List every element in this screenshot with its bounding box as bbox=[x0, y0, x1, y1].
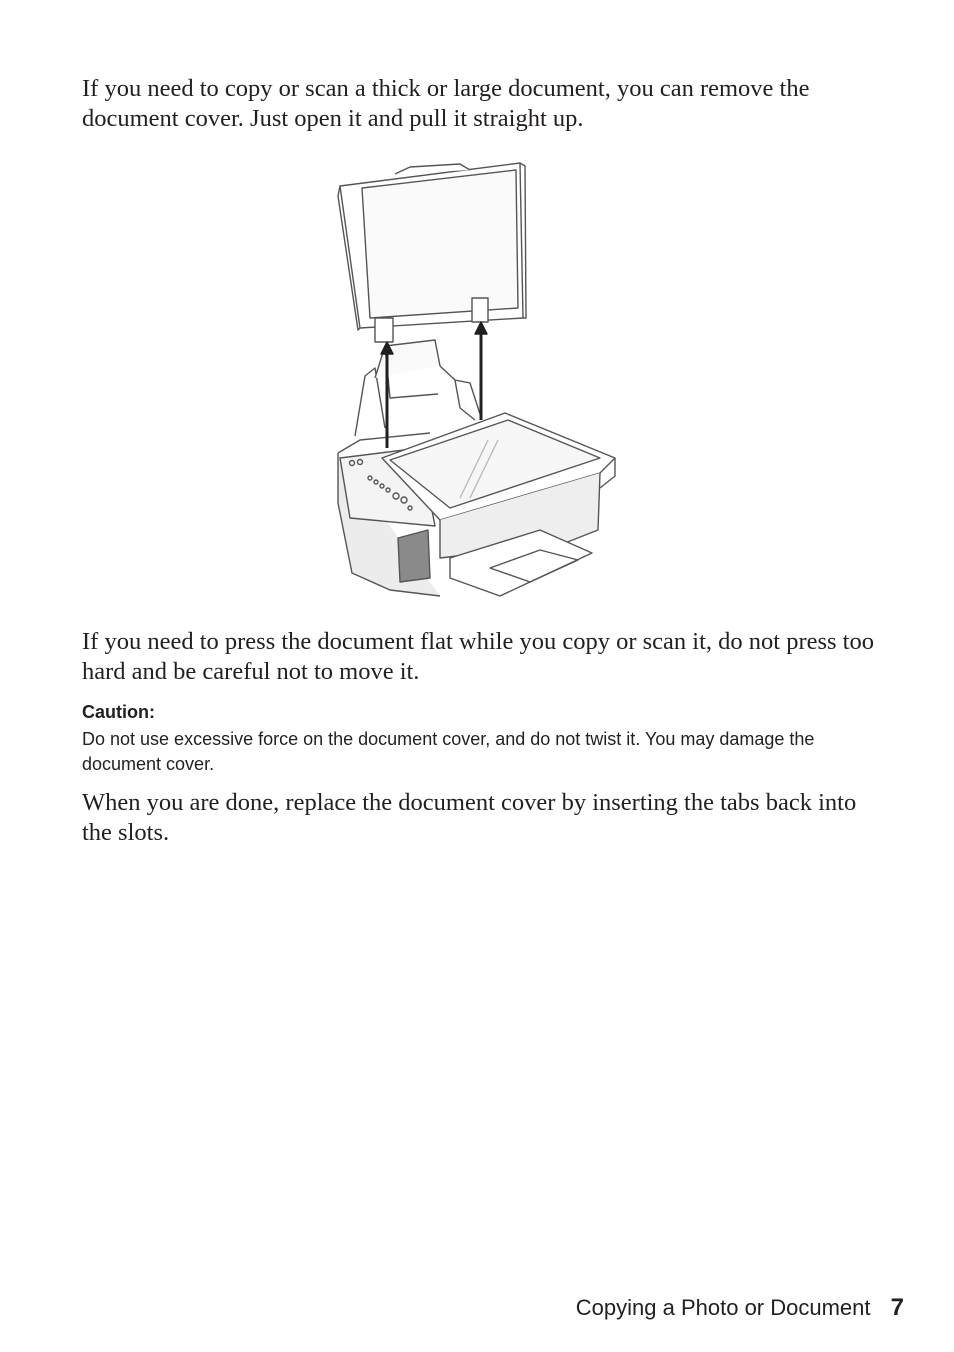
replace-cover-paragraph: When you are done, replace the document cover by inserting the tabs back into the slots. bbox=[82, 789, 857, 846]
printer-cover-removal-icon bbox=[330, 158, 625, 603]
footer-section-title: Copying a Photo or Document bbox=[575, 1295, 871, 1320]
press-flat-paragraph: If you need to press the document flat while you copy or scan it, do not press too hard and be careful not to move it. bbox=[82, 628, 874, 685]
page-number: 7 bbox=[890, 1294, 904, 1321]
intro-paragraph: If you need to copy or scan a thick or large document, you can remove the document cover. Just open it and pull it straight up. bbox=[82, 75, 810, 132]
caution-text: Do not use excessive force on the document cover, and do not twist it. You may damage the document cover. bbox=[82, 729, 815, 774]
printer-cover-illustration bbox=[330, 158, 625, 603]
page-footer bbox=[576, 1294, 904, 1322]
caution-heading: Caution: bbox=[82, 702, 155, 722]
